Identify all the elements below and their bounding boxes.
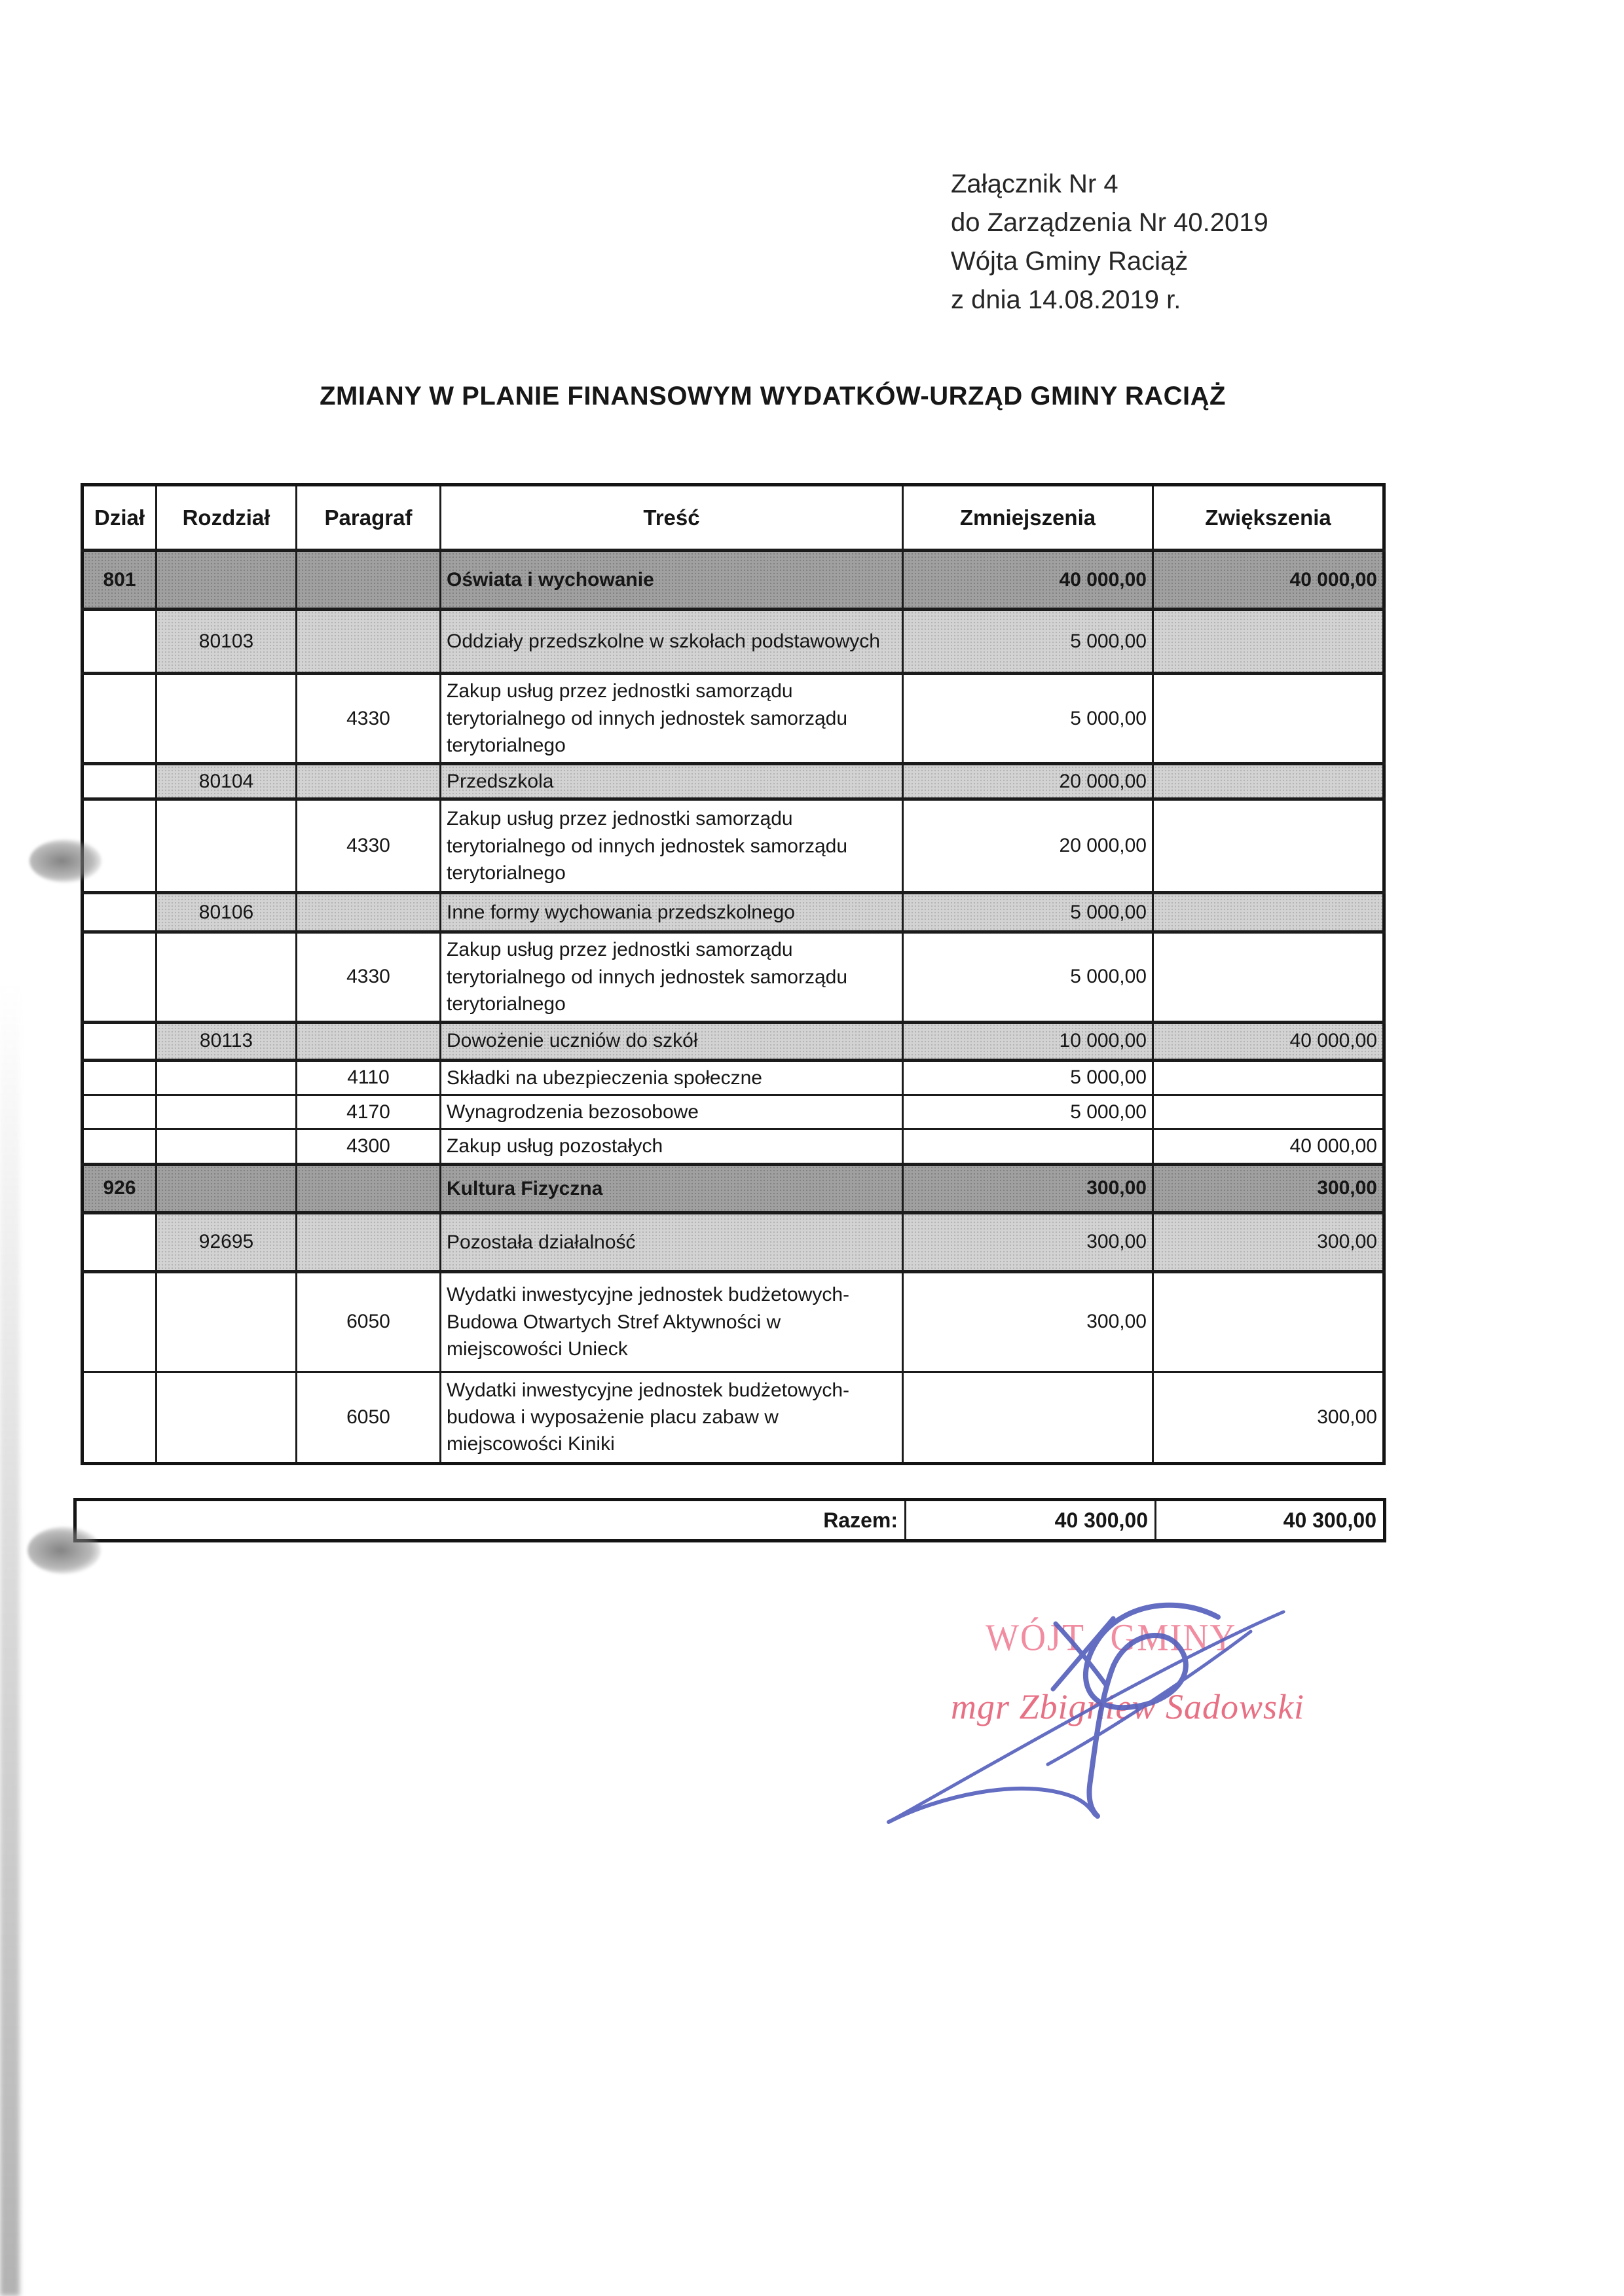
cell-paragraf: 4330 [297,674,441,764]
cell-tresc: Zakup usług przez jednostki samorządu terytorialnego od innych jednostek samorządu terytorialnego [441,799,903,893]
cell-paragraf [297,1022,441,1060]
column-header-tresc: Treść [441,485,903,551]
cell-tresc: Składki na ubezpieczenia społeczne [441,1060,903,1095]
cell-dzial: 801 [83,551,157,610]
budget-table [81,483,1386,1465]
cell-tresc: Wydatki inwestycyjne jednostek budżetowych-Budowa Otwartych Stref Aktywności w miejscowości Unieck [441,1271,903,1372]
chapter-row-80113 [83,1022,1384,1060]
chapter-row-80106 [83,893,1384,932]
cell-dzial [83,674,157,764]
chapter-row-92695 [83,1212,1384,1271]
cell-paragraf [297,610,441,674]
cell-rozdzial: 80106 [157,893,297,932]
cell-tresc: Zakup usług przez jednostki samorządu terytorialnego od innych jednostek samorządu terytorialnego [441,932,903,1022]
column-header-dzial: Dział [83,485,157,551]
cell-zwiekszenia: 300,00 [1153,1372,1384,1463]
cell-paragraf: 4330 [297,932,441,1022]
item-row-4330-a [83,674,1384,764]
cell-tresc: Dowożenie uczniów do szkół [441,1022,903,1060]
annex-block [951,165,1268,319]
total-zwiekszenia: 40 300,00 [1156,1500,1385,1541]
cell-tresc: Wydatki inwestycyjne jednostek budżetowych-budowa i wyposażenie placu zabaw w miejscowości Kiniki [441,1372,903,1463]
annex-line-3: Wójta Gminy Raciąż [951,247,1189,276]
cell-zmniejszenia: 300,00 [903,1164,1153,1212]
cell-zmniejszenia: 40 000,00 [903,551,1153,610]
binder-hole-shadow-bottom [28,1527,101,1574]
cell-paragraf: 4330 [297,799,441,893]
cell-rozdzial: 80103 [157,610,297,674]
section-row-801 [83,551,1384,610]
cell-rozdzial [157,1095,297,1129]
chapter-row-80103 [83,610,1384,674]
cell-rozdzial [157,674,297,764]
cell-rozdzial [157,551,297,610]
cell-paragraf: 6050 [297,1372,441,1463]
cell-zmniejszenia [903,1129,1153,1164]
cell-zmniejszenia: 5 000,00 [903,674,1153,764]
cell-dzial [83,764,157,799]
mayor-stamp-title: WÓJT GMINY [986,1616,1237,1659]
cell-dzial [83,932,157,1022]
cell-zmniejszenia: 300,00 [903,1271,1153,1372]
cell-zwiekszenia: 40 000,00 [1153,1129,1384,1164]
cell-zwiekszenia: 300,00 [1153,1212,1384,1271]
item-row-4330-c [83,932,1384,1022]
cell-zwiekszenia [1153,674,1384,764]
cell-rozdzial [157,1060,297,1095]
cell-dzial: 926 [83,1164,157,1212]
cell-paragraf: 6050 [297,1271,441,1372]
cell-zmniejszenia: 5 000,00 [903,1060,1153,1095]
cell-paragraf: 4110 [297,1060,441,1095]
cell-dzial [83,1372,157,1463]
cell-zmniejszenia: 5 000,00 [903,1095,1153,1129]
handwritten-signature [864,1571,1519,1964]
cell-paragraf [297,1212,441,1271]
cell-zwiekszenia [1153,799,1384,893]
chapter-row-80104 [83,764,1384,799]
cell-rozdzial [157,932,297,1022]
column-header-rozdzial: Rozdział [157,485,297,551]
cell-rozdzial [157,1372,297,1463]
cell-paragraf [297,551,441,610]
cell-zwiekszenia: 40 000,00 [1153,551,1384,610]
cell-zwiekszenia [1153,893,1384,932]
cell-dzial [83,1095,157,1129]
cell-paragraf: 4170 [297,1095,441,1129]
cell-tresc: Przedszkola [441,764,903,799]
cell-rozdzial: 80104 [157,764,297,799]
signature-stroke-loop [1086,1605,1218,1816]
cell-zmniejszenia [903,1372,1153,1463]
cell-dzial [83,1060,157,1095]
cell-zwiekszenia [1153,1271,1384,1372]
cell-zmniejszenia: 5 000,00 [903,610,1153,674]
cell-tresc: Wynagrodzenia bezosobowe [441,1095,903,1129]
cell-dzial [83,1022,157,1060]
cell-rozdzial: 80113 [157,1022,297,1060]
cell-zwiekszenia: 300,00 [1153,1164,1384,1212]
item-row-4110 [83,1060,1384,1095]
item-row-4170 [83,1095,1384,1129]
cell-zwiekszenia [1153,1095,1384,1129]
cell-tresc: Zakup usług pozostałych [441,1129,903,1164]
section-row-926 [83,1164,1384,1212]
annex-line-1: Załącznik Nr 4 [951,170,1118,198]
cell-dzial [83,799,157,893]
cell-dzial [83,1212,157,1271]
item-row-6050-a [83,1271,1384,1372]
cell-paragraf [297,1164,441,1212]
mayor-stamp-name: mgr Zbigniew Sadowski [951,1687,1305,1726]
cell-rozdzial [157,1164,297,1212]
item-row-6050-b [83,1372,1384,1463]
totals-bar [73,1498,1386,1542]
cell-tresc: Zakup usług przez jednostki samorządu terytorialnego od innych jednostek samorządu terytorialnego [441,674,903,764]
cell-dzial [83,893,157,932]
header-row [83,485,1384,551]
cell-paragraf [297,764,441,799]
column-header-zmniejszenia: Zmniejszenia [903,485,1153,551]
cell-paragraf: 4300 [297,1129,441,1164]
column-header-zwiekszenia: Zwiększenia [1153,485,1384,551]
cell-tresc: Oświata i wychowanie [441,551,903,610]
item-row-4300 [83,1129,1384,1164]
cell-paragraf [297,893,441,932]
page-title: ZMIANY W PLANIE FINANSOWYM WYDATKÓW-URZĄD GMINY RACIĄŻ [320,382,1226,410]
cell-tresc: Kultura Fizyczna [441,1164,903,1212]
annex-line-4: z dnia 14.08.2019 r. [951,285,1181,314]
cell-zwiekszenia [1153,932,1384,1022]
totals-row [75,1500,1385,1541]
cell-zwiekszenia [1153,1060,1384,1095]
cell-zmniejszenia: 5 000,00 [903,932,1153,1022]
cell-zmniejszenia: 20 000,00 [903,764,1153,799]
cell-tresc: Inne formy wychowania przedszkolnego [441,893,903,932]
cell-zmniejszenia: 20 000,00 [903,799,1153,893]
cell-dzial [83,1129,157,1164]
cell-zmniejszenia: 300,00 [903,1212,1153,1271]
signature-stroke-long-diagonal [889,1612,1305,1822]
column-header-paragraf: Paragraf [297,485,441,551]
cell-dzial [83,1271,157,1372]
binder-hole-shadow-top [29,839,101,883]
cell-dzial [83,610,157,674]
cell-tresc: Oddziały przedszkolne w szkołach podstawowych [441,610,903,674]
cell-zwiekszenia [1153,610,1384,674]
cell-zwiekszenia [1153,764,1384,799]
item-row-4330-b [83,799,1384,893]
cell-tresc: Pozostała działalność [441,1212,903,1271]
scan-edge-shadow [0,982,20,2296]
total-zmniejszenia: 40 300,00 [906,1500,1156,1541]
annex-line-2: do Zarządzenia Nr 40.2019 [951,208,1268,237]
total-label: Razem: [75,1500,906,1541]
cell-zmniejszenia: 10 000,00 [903,1022,1153,1060]
cell-zwiekszenia: 40 000,00 [1153,1022,1384,1060]
cell-rozdzial [157,1129,297,1164]
cell-zmniejszenia: 5 000,00 [903,893,1153,932]
cell-rozdzial [157,1271,297,1372]
cell-rozdzial: 92695 [157,1212,297,1271]
cell-rozdzial [157,799,297,893]
